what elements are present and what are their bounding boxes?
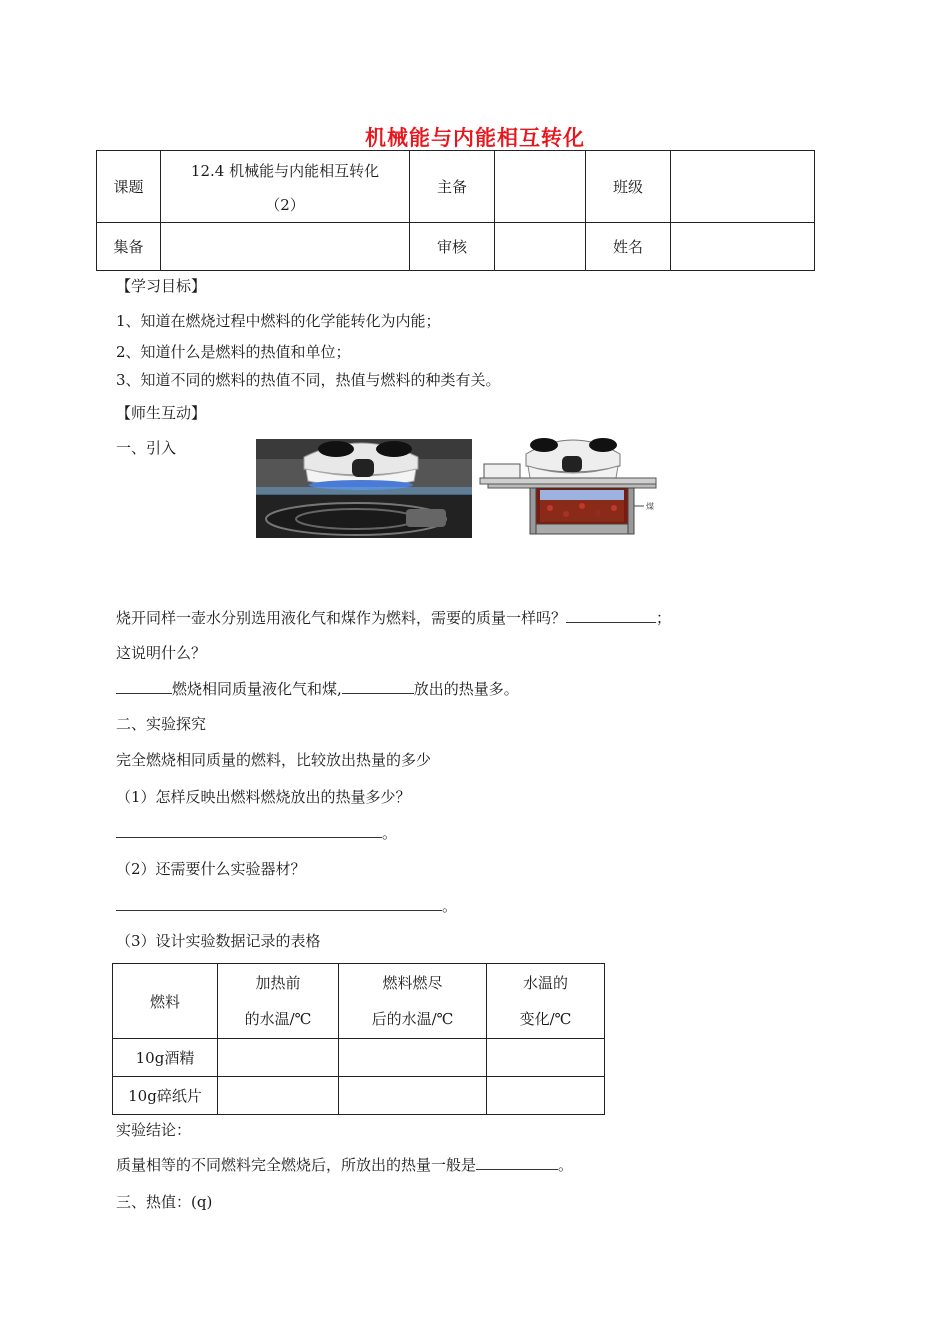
collective-prep-value xyxy=(161,223,410,271)
label-review: 审核 xyxy=(410,223,495,271)
table-header-temp-change xyxy=(487,964,605,1039)
header-text: 后的水温/℃ xyxy=(371,1010,454,1028)
period: 。 xyxy=(382,824,398,842)
period: 。 xyxy=(442,897,458,915)
table-cell[interactable] xyxy=(487,1039,605,1077)
answer-blank[interactable] xyxy=(116,679,172,694)
table-row xyxy=(113,1077,605,1115)
section1-ask: 这说明什么？ xyxy=(116,644,207,662)
table-cell[interactable] xyxy=(487,1077,605,1115)
row-fuel-alcohol: 10g酒精 xyxy=(113,1039,218,1077)
table-cell[interactable] xyxy=(339,1039,487,1077)
section2-heading: 二、实验探究 xyxy=(116,715,207,733)
review-value xyxy=(495,223,586,271)
table-header-final-temp xyxy=(339,964,487,1039)
header-text: 变化/℃ xyxy=(519,1010,572,1028)
coal-stove-kettle-image xyxy=(478,434,666,538)
header-text: 燃料燃尽 xyxy=(382,974,443,992)
gas-stove-kettle-image xyxy=(256,439,472,538)
answer-blank[interactable] xyxy=(116,823,382,838)
goal-item: 3、知道不同的燃料的热值不同，热值与燃料的种类有关。 xyxy=(116,371,501,389)
answer-blank[interactable] xyxy=(116,896,442,911)
label-topic: 课题 xyxy=(97,151,161,223)
label-name: 姓名 xyxy=(586,223,671,271)
interaction-heading: 【师生互动】 xyxy=(116,404,207,422)
answer-blank[interactable] xyxy=(342,679,414,694)
question-1-answer-line xyxy=(116,823,397,843)
answer-blank[interactable] xyxy=(566,608,656,623)
conclusion-line xyxy=(116,1155,573,1175)
goals-heading: 【学习目标】 xyxy=(116,277,207,295)
header-text: 加热前 xyxy=(255,974,301,992)
question-text: 烧开同样一壶水分别选用液化气和煤作为燃料，需要的质量一样吗？ xyxy=(116,609,567,627)
goal-item: 2、知道什么是燃料的热值和单位； xyxy=(116,343,351,361)
conclusion-end: 。 xyxy=(558,1156,574,1174)
name-value xyxy=(671,223,815,271)
section1-heading: 一、引入 xyxy=(116,439,177,457)
conclusion-label: 实验结论： xyxy=(116,1121,192,1139)
question-1: （1）怎样反映出燃料燃烧放出的热量多少？ xyxy=(116,788,411,806)
topic-cell xyxy=(161,151,410,223)
section3-heading: 三、热值：(q) xyxy=(116,1193,213,1211)
coal-label: 煤 xyxy=(646,502,654,511)
label-main-prep: 主备 xyxy=(410,151,495,223)
answer-blank[interactable] xyxy=(476,1155,558,1170)
question-2: （2）还需要什么实验器材？ xyxy=(116,860,306,878)
section1-question xyxy=(116,608,671,628)
header-table xyxy=(96,150,815,271)
question-2-answer-line xyxy=(116,896,457,916)
table-cell[interactable] xyxy=(339,1077,487,1115)
table-cell[interactable] xyxy=(218,1077,339,1115)
answer-end-text: 放出的热量多。 xyxy=(413,680,519,698)
header-text: 燃料 xyxy=(149,992,180,1011)
answer-mid-text: 燃烧相同质量液化气和煤, xyxy=(172,680,342,698)
class-value xyxy=(671,151,815,223)
main-prep-value xyxy=(495,151,586,223)
table-header-initial-temp xyxy=(218,964,339,1039)
table-header-fuel xyxy=(113,964,218,1039)
conclusion-text: 质量相等的不同燃料完全燃烧后，所放出的热量一般是 xyxy=(116,1156,477,1174)
row-fuel-paper: 10g碎纸片 xyxy=(113,1077,218,1115)
page-title: 机械能与内能相互转化 xyxy=(365,126,585,150)
header-text: 的水温/℃ xyxy=(244,1010,312,1028)
topic-title: 12.4 机械能与内能相互转化 xyxy=(190,161,380,180)
label-collective-prep: 集备 xyxy=(97,223,161,271)
question-end: ； xyxy=(656,609,672,627)
section2-intro: 完全燃烧相同质量的燃料，比较放出热量的多少 xyxy=(116,751,432,769)
topic-part: （2） xyxy=(265,195,305,214)
label-class: 班级 xyxy=(586,151,671,223)
goal-item: 1、知道在燃烧过程中燃料的化学能转化为内能； xyxy=(116,312,441,330)
table-row xyxy=(113,1039,605,1077)
header-text: 水温的 xyxy=(522,974,568,992)
table-cell[interactable] xyxy=(218,1039,339,1077)
section1-answer-line xyxy=(116,679,519,699)
question-3: （3）设计实验数据记录的表格 xyxy=(116,932,321,950)
experiment-data-table xyxy=(112,963,605,1115)
